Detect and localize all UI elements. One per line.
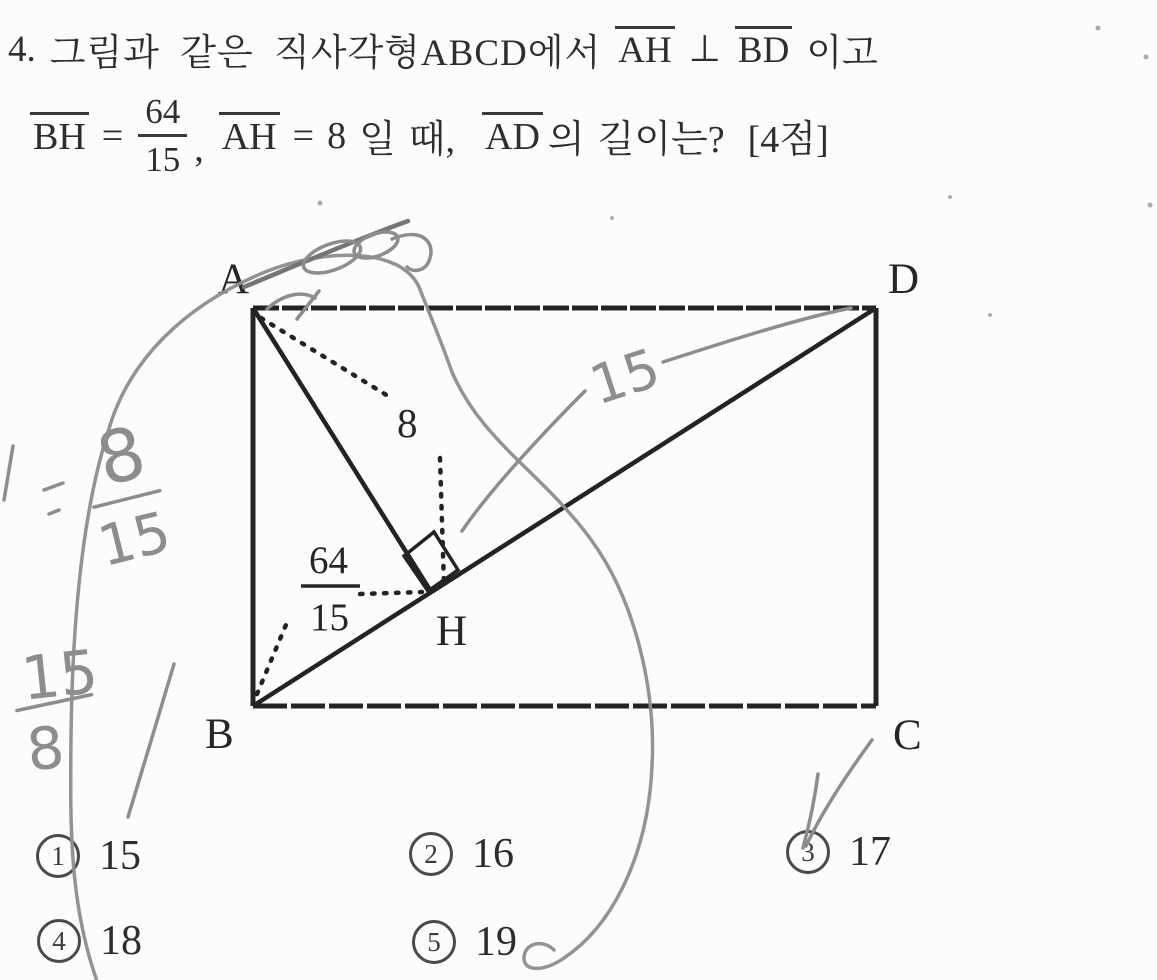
vertex-d-label: D [888,256,920,303]
word-length-question: 길이는? [597,119,725,161]
ah-length-label: 8 [397,400,418,446]
equals-sign-2: = [292,114,315,157]
particle-ui: 의 [547,119,585,161]
choice-5-value: 19 [475,919,517,965]
pencil-scribble-line [244,221,408,287]
segment-bd-label: BD [735,26,792,73]
pencil-fraction-8-over-15 [69,408,177,580]
segment-bh-label: BH [30,112,89,160]
pencil-corner-mark-2 [297,291,319,319]
dotted-leader-frac-to-h [360,592,422,594]
equals-sign-1: = [101,114,124,157]
question-number: 4. [8,28,36,70]
dotted-angle-mark-b [257,620,288,694]
pencil-large-oval [71,255,653,980]
dotted-vertical-above-h [440,458,444,586]
choice-5-circle: 5 [412,920,456,964]
choice-1-value: 15 [99,833,141,879]
question-lead-text: 그림과 같은 직사각형ABCD에서 [49,33,602,74]
dotted-leader-from-a [261,318,388,396]
pencil-hd-leader-to-d [663,308,851,362]
vertex-c-label: C [893,712,922,759]
choice-1-circle: 1 [36,834,80,878]
choice-3-circle: 3 [786,830,830,874]
segment-ah-label-2: AH [219,112,280,160]
choice-4-value: 18 [100,918,142,964]
word-il: 일 [359,119,396,161]
fraction-numerator: 64 [138,94,187,137]
vertex-b-label: B [205,711,234,758]
choice-4 [37,917,142,965]
pencil-top-frac-denominator: 15 [92,499,177,580]
pencil-bottom-frac-numerator: 15 [18,637,102,715]
choice-5 [412,918,517,966]
fraction-64-over-15 [138,94,187,177]
pencil-margin-tick [4,446,13,500]
scan-speck [1144,55,1149,60]
line-ah [253,308,430,590]
comma: , [194,128,204,170]
scan-speck [318,201,323,206]
scan-speck [1148,203,1153,208]
figure-lines [253,308,876,706]
choice-4-circle: 4 [37,919,81,963]
point-h-label: H [436,608,468,655]
word-ttae: 때, [408,119,455,161]
diagonal-bd [253,308,876,706]
pencil-margin-dash-2 [49,510,59,514]
choice-2-circle: 2 [409,832,453,876]
points-tag: [4점] [747,119,829,161]
choice-1 [36,832,141,880]
question-line-1 [8,22,878,76]
scan-speck [948,195,952,199]
bh-frac-denominator: 15 [310,596,349,639]
right-angle-marker [404,532,458,591]
pencil-top-frac-bar [94,491,160,507]
choice-2-value: 16 [472,831,514,877]
question-line-2 [30,94,829,177]
pencil-scribble-loop-1 [299,235,364,280]
fraction-denominator: 15 [145,140,181,179]
scan-speck [610,216,614,220]
question-line1-suffix: 이고 [806,33,878,74]
choice-2 [409,830,514,878]
scan-speck [1096,26,1101,31]
pencil-bottom-frac-bar [16,695,92,711]
pencil-corner-mark-1 [267,294,315,309]
pencil-scribble-loop-2 [351,227,402,263]
vertex-a-label: A [218,256,250,303]
scan-speck [988,313,992,317]
perpendicular-symbol: ⊥ [688,29,721,70]
choice-3-value: 17 [849,829,891,875]
pencil-bottom-frac-denominator: 8 [23,712,68,785]
pencil-margin-dash-1 [44,483,63,490]
pencil-long-slash [128,664,174,817]
figure-labels [205,256,922,759]
segment-ah-label: AH [615,26,674,73]
pencil-hd-leader-to-h [462,391,585,531]
pencil-fraction-15-over-8 [10,637,109,785]
pencil-scribble-swirl [392,235,431,271]
segment-ad-label: AD [482,112,543,160]
ah-value: 8 [327,114,347,157]
pencil-hd-length: 15 [582,336,668,418]
bh-frac-numerator: 64 [309,539,348,582]
choice-3 [786,828,891,876]
pencil-top-frac-numerator: 8 [88,409,154,503]
